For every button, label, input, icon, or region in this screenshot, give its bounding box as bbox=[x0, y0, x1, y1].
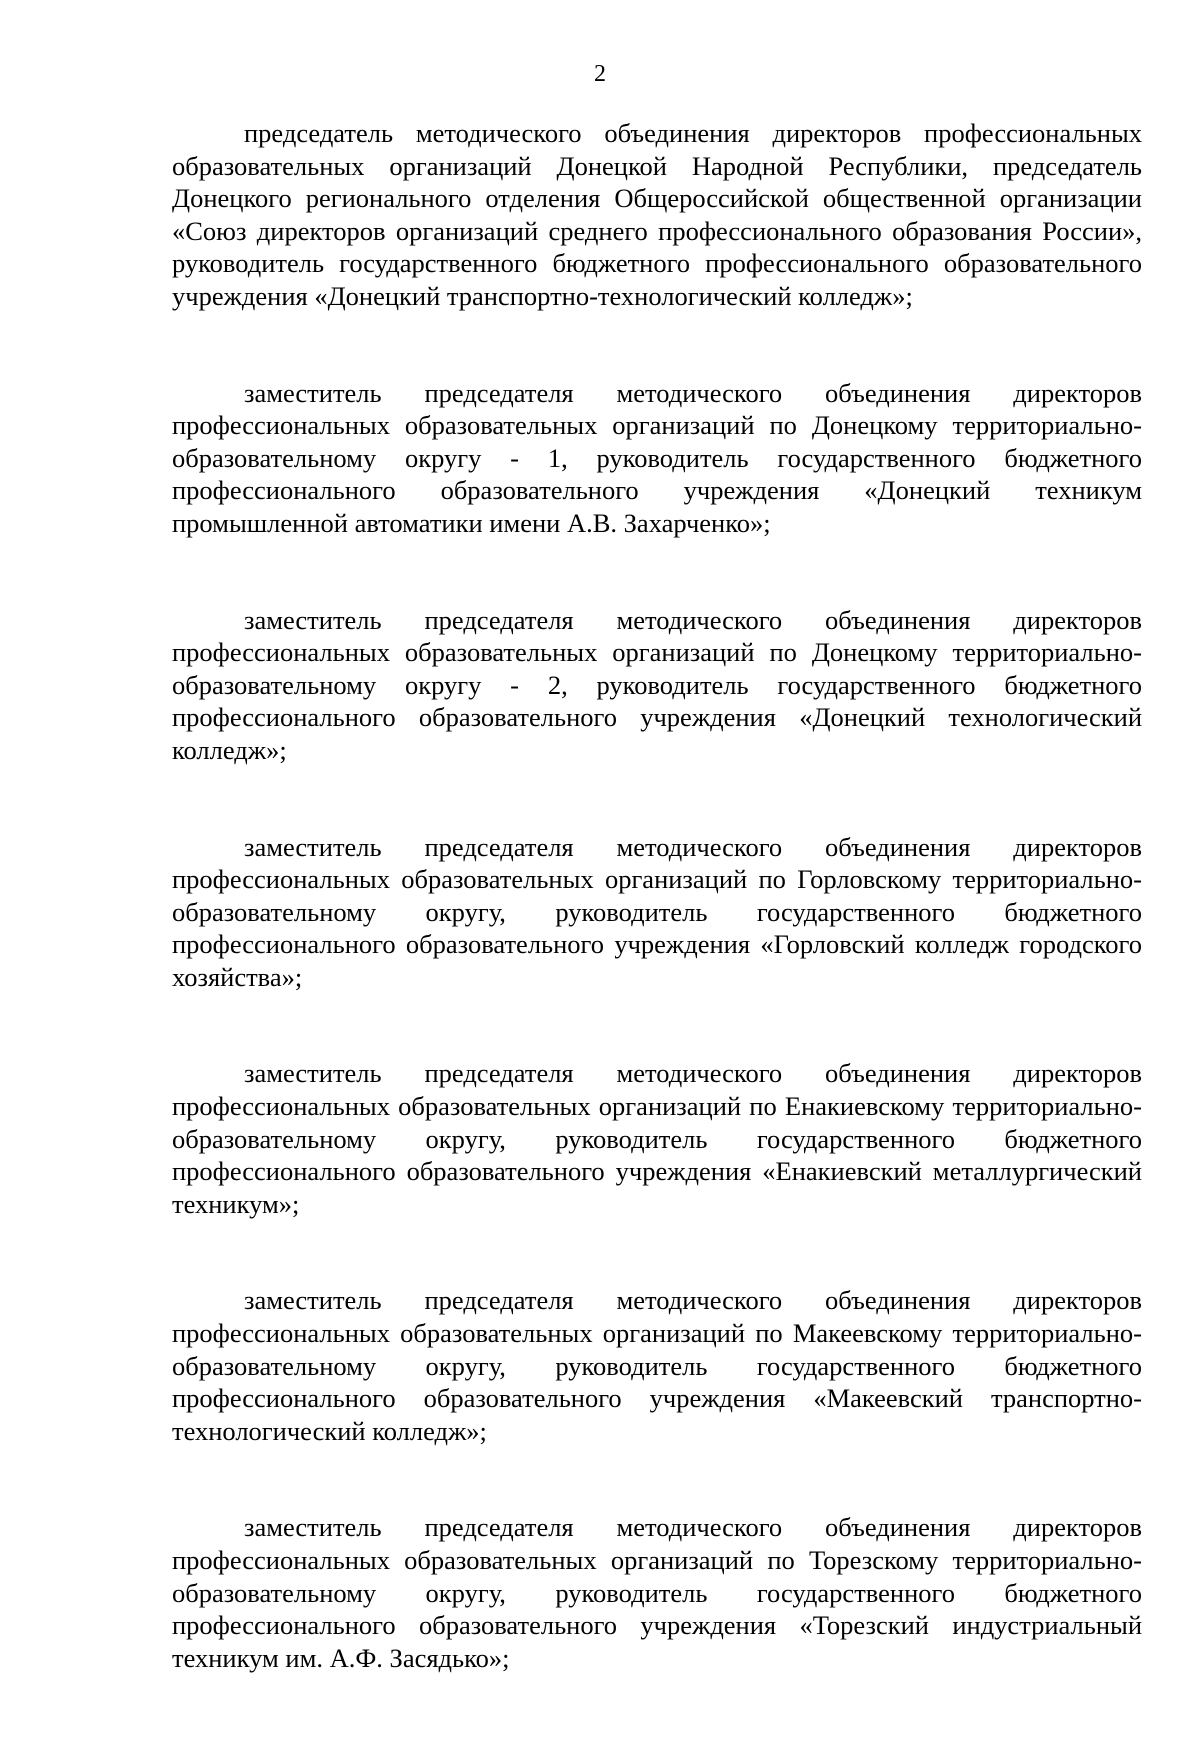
document-body bbox=[172, 117, 1142, 1738]
paragraph-deputy-torez: заместитель председателя методического объединения директоров профессиональных образовательных организаций по Торезскому территориально-образовательному округу, руководитель государственного бюджетного профессионального образовательного учреждения «Торезский индустриальный техникум им. А.Ф. Засядько»; bbox=[172, 1512, 1142, 1673]
paragraph-chairman: председатель методического объединения директоров профессиональных образовательных организаций Донецкой Народной Республики, председатель Донецкого регионального отделения Общероссийской общественной организации «Союз директоров организаций среднего профессионального образования России», руководитель государственного бюджетного профессионального образовательного учреждения «Донецкий транспортно-технологический колледж»; bbox=[172, 118, 1142, 311]
paragraph-deputy-donetsk-2: заместитель председателя методического объединения директоров профессиональных образовательных организаций по Донецкому территориально-образовательному округу - 2, руководитель государственного бюджетного профессионального образовательного учреждения «Донецкий технологический колледж»; bbox=[172, 604, 1142, 765]
page-number: 2 bbox=[594, 61, 606, 87]
paragraph-deputy-gorlovka: заместитель председателя методического объединения директоров профессиональных образовательных организаций по Горловскому территориально-образовательному округу, руководитель государственного бюджетного профессионального образовательного учреждения «Горловский колледж городского хозяйства»; bbox=[172, 831, 1142, 992]
paragraph-deputy-donetsk-1: заместитель председателя методического объединения директоров профессиональных образовательных организаций по Донецкому территориально-образовательному округу - 1, руководитель государственного бюджетного профессионального образовательного учреждения «Донецкий техникум промышленной автоматики имени А.В. Захарченко»; bbox=[172, 377, 1142, 538]
paragraph-deputy-makeevka: заместитель председателя методического объединения директоров профессиональных образовательных организаций по Макеевскому территориально-образовательному округу, руководитель государственного бюджетного профессионального образовательного учреждения «Макеевский транспортно-технологический колледж»; bbox=[172, 1285, 1142, 1446]
paragraph-deputy-enakievo: заместитель председателя методического объединения директоров профессиональных образовательных организаций по Енакиевскому территориально-образовательному округу, руководитель государственного бюджетного профессионального образовательного учреждения «Енакиевский металлургический техникум»; bbox=[172, 1058, 1142, 1219]
